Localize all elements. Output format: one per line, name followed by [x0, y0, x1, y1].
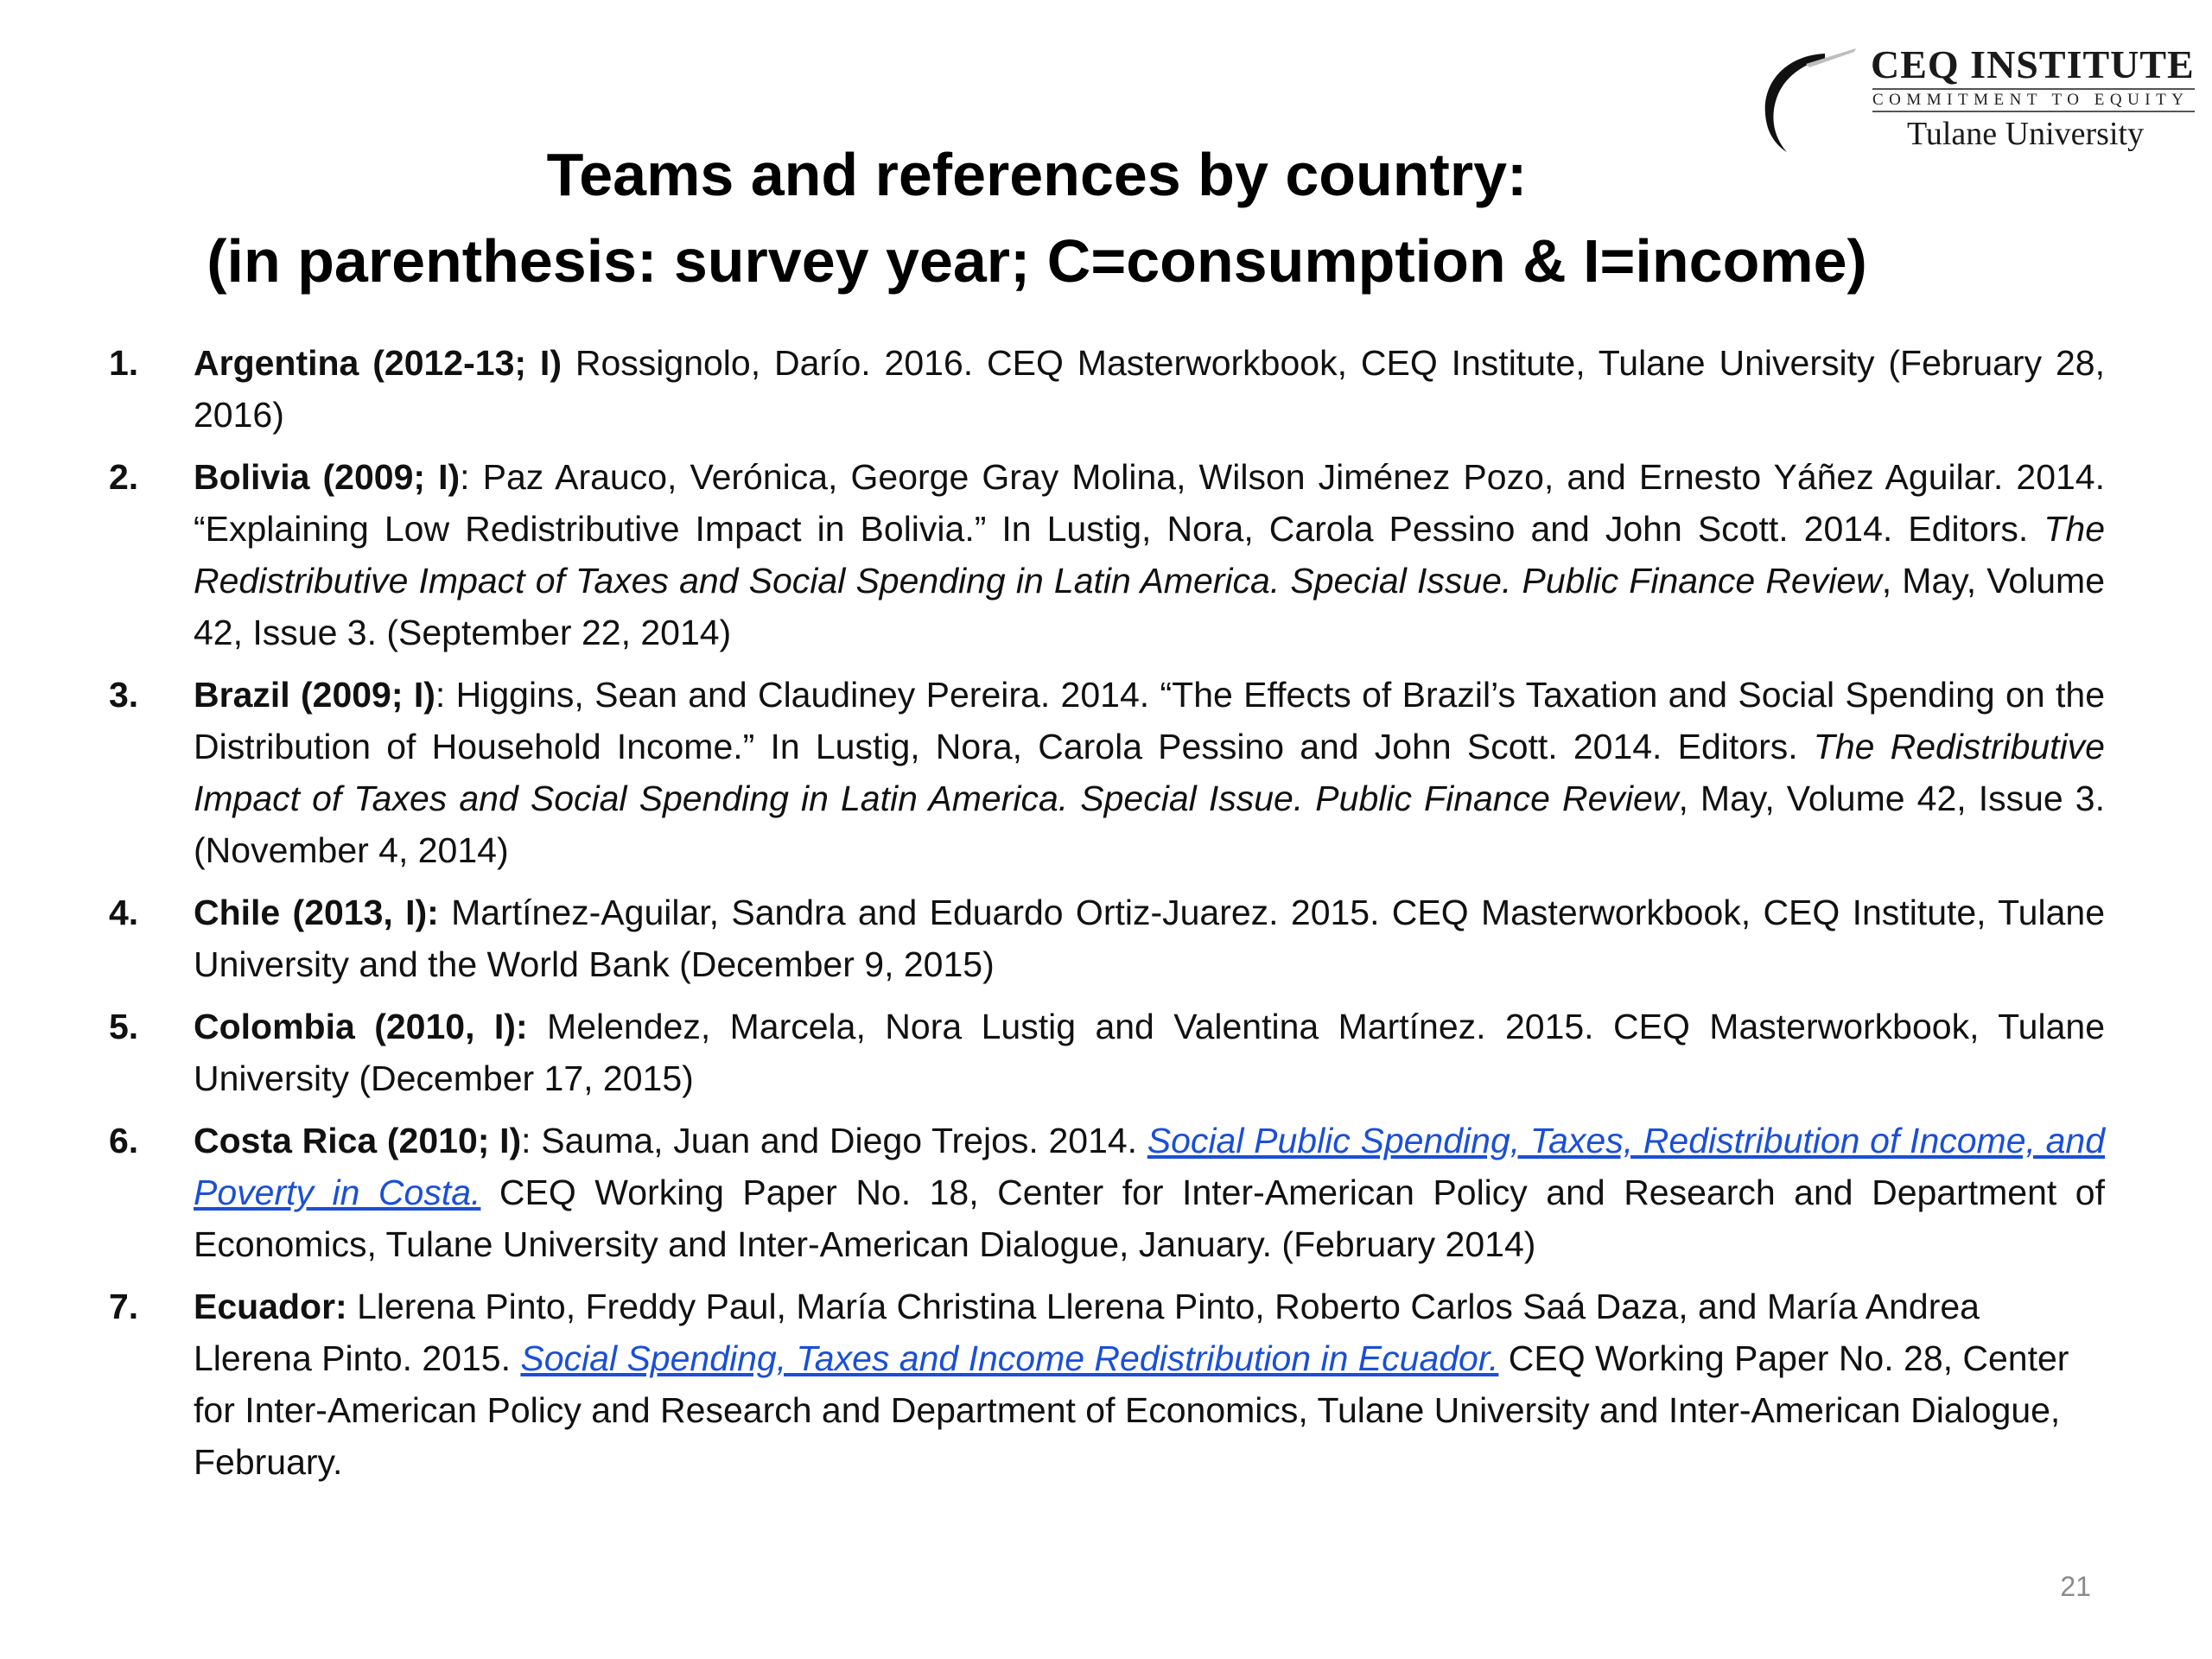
logo-name: CEQ INSTITUTE — [1871, 42, 2195, 86]
title-line-2: (in parenthesis: survey year; C=consumption & I=income) — [207, 227, 1867, 295]
reference-text: Melendez, Marcela, Nora Lustig and Valentina Martínez. 2015. CEQ Masterworkbook, Tulane University (December 17, 2015) — [194, 1007, 2105, 1098]
reference-text: : Paz Arauco, Verónica, George Gray Molina, Wilson Jiménez Pozo, and Ernesto Yáñez Aguilar. 2014. “Explaining Low Redistributive Impact in Bolivia.” In Lustig, Nora, Carola Pessino and John Scott. 2014. Editors. — [194, 457, 2105, 549]
reference-item — [109, 1115, 2105, 1270]
reference-number: 6. — [109, 1121, 139, 1160]
reference-item — [109, 887, 2105, 990]
reference-number: 4. — [109, 893, 139, 932]
reference-list — [109, 337, 2105, 1498]
reference-country: Argentina (2012-13; I) — [194, 343, 562, 383]
reference-journal-title: The Redistributive Impact of Taxes and Social Spending in Latin America. Special Issue. Public Finance Review — [194, 727, 2105, 818]
reference-number: 5. — [109, 1007, 139, 1046]
reference-country: Bolivia (2009; I) — [194, 457, 461, 497]
reference-text: CEQ Working Paper No. 18, Center for Inter-American Policy and Research and Department of Economics, Tulane University and Inter-American Dialogue, January. (February 2014) — [194, 1173, 2105, 1264]
reference-country: Ecuador: — [194, 1287, 347, 1326]
reference-item — [109, 669, 2105, 876]
reference-item — [109, 1281, 2105, 1488]
reference-text: Martínez-Aguilar, Sandra and Eduardo Ortiz-Juarez. 2015. CEQ Masterworkbook, CEQ Institute, Tulane University and the World Bank (December 9, 2015) — [194, 893, 2105, 984]
reference-text: Llerena Pinto, Freddy Paul, María Christina Llerena Pinto, Roberto Carlos Saá Daza, and María Andrea Llerena Pinto. 2015. — [194, 1287, 1980, 1378]
title-line-1: Teams and references by country: — [546, 141, 1528, 208]
reference-text: Rossignolo, Darío. 2016. CEQ Masterworkbook, CEQ Institute, Tulane University (February 28, 2016) — [194, 343, 2105, 435]
reference-country: Chile (2013, I): — [194, 893, 439, 932]
reference-link-costa-rica[interactable]: Social Public Spending, Taxes, Redistribution of Income, and Poverty in Costa. — [194, 1121, 2106, 1212]
reference-number: 3. — [109, 675, 139, 715]
reference-country: Colombia (2010, I): — [194, 1007, 528, 1046]
logo-tagline: COMMITMENT TO EQUITY — [1872, 88, 2195, 112]
reference-text: CEQ Working Paper No. 28, Center for Inter-American Policy and Research and Department of Economics, Tulane University and Inter-American Dialogue, February. — [194, 1338, 2069, 1482]
reference-text: , May, Volume 42, Issue 3. (September 22, 2014) — [194, 561, 2106, 652]
reference-journal-title: The Redistributive Impact of Taxes and Social Spending in Latin America. Special Issue. Public Finance Review — [194, 509, 2105, 601]
reference-number: 2. — [109, 457, 139, 497]
reference-link-ecuador[interactable]: Social Spending, Taxes and Income Redistribution in Ecuador. — [520, 1338, 1499, 1378]
reference-item — [109, 337, 2105, 441]
reference-number: 7. — [109, 1287, 139, 1326]
reference-text: : Higgins, Sean and Claudiney Pereira. 2014. “The Effects of Brazil’s Taxation and Social Spending on the Distribution of Household Income.” In Lustig, Nora, Carola Pessino and John Scott. 2014. Editors. — [194, 675, 2105, 766]
reference-country: Brazil (2009; I) — [194, 675, 435, 715]
reference-item — [109, 451, 2105, 658]
reference-text: , May, Volume 42, Issue 3. (November 4, 2014) — [194, 779, 2105, 870]
slide-title — [0, 131, 2074, 304]
reference-text: : Sauma, Juan and Diego Trejos. 2014. — [521, 1121, 1147, 1160]
reference-number: 1. — [109, 343, 139, 383]
reference-country: Costa Rica (2010; I) — [194, 1121, 522, 1160]
reference-item — [109, 1001, 2105, 1104]
logo-university: Tulane University — [1907, 116, 2145, 152]
page-number: 21 — [2060, 1571, 2091, 1602]
